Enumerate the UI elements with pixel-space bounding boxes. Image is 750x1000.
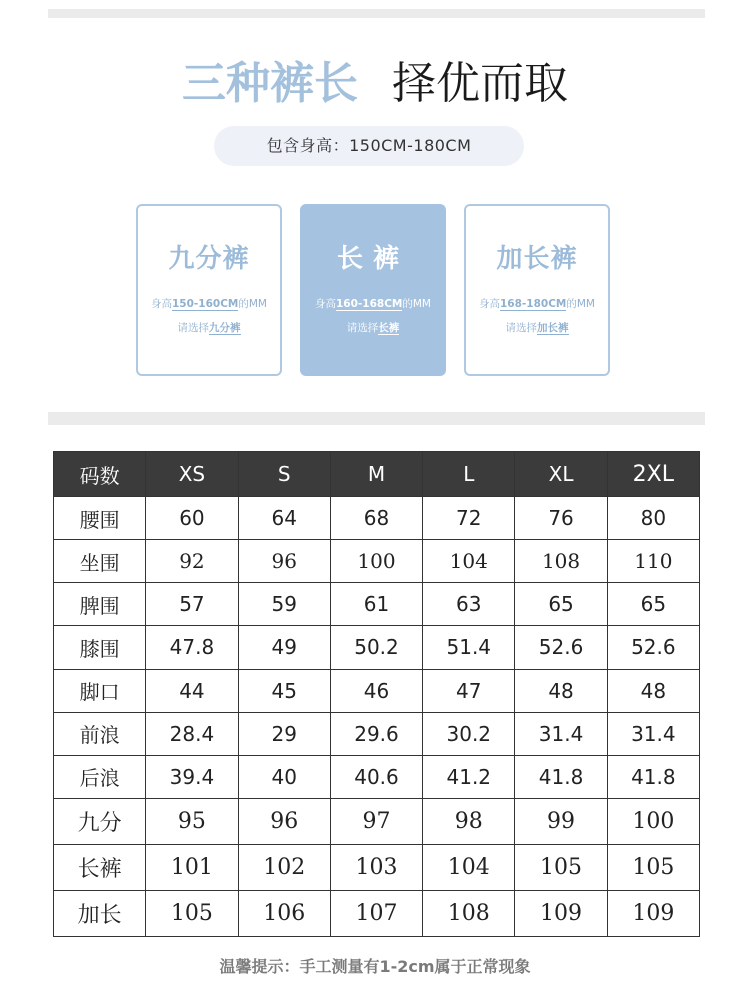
option-choose-hint	[466, 320, 608, 336]
size-value: 92	[146, 540, 238, 583]
size-value: 105	[607, 844, 699, 890]
range-prefix: 身高	[151, 298, 172, 310]
size-value: 41.2	[423, 755, 515, 798]
size-value: 47.8	[146, 626, 238, 669]
size-value: 99	[515, 798, 607, 844]
option-title: 九分裤	[168, 244, 250, 274]
page-title	[0, 56, 750, 112]
option-height-range	[302, 296, 444, 312]
table-row	[54, 540, 700, 583]
length-option-card[interactable]	[300, 204, 446, 376]
size-value: 47	[423, 669, 515, 712]
size-value: 97	[330, 798, 422, 844]
row-label: 加长	[54, 890, 146, 936]
size-value: 105	[146, 890, 238, 936]
size-table-header	[54, 452, 700, 497]
size-value: 29.6	[330, 712, 422, 755]
size-value: 108	[423, 890, 515, 936]
size-value: 98	[423, 798, 515, 844]
length-option-card[interactable]	[136, 204, 282, 376]
row-label: 前浪	[54, 712, 146, 755]
size-value: 65	[607, 583, 699, 626]
size-value: 102	[238, 844, 330, 890]
table-row	[54, 798, 700, 844]
size-value: 104	[423, 844, 515, 890]
size-value: 50.2	[330, 626, 422, 669]
size-value: 95	[146, 798, 238, 844]
size-value: 31.4	[607, 712, 699, 755]
row-label: 脾围	[54, 583, 146, 626]
title-highlight: 三种裤长	[182, 58, 358, 109]
option-title: 加长裤	[496, 244, 578, 274]
option-choose-hint	[302, 320, 444, 336]
size-value: 103	[330, 844, 422, 890]
size-value: 64	[238, 497, 330, 540]
size-value: 100	[330, 540, 422, 583]
header-cell-size: XS	[146, 452, 238, 497]
choose-value: 九分裤	[209, 322, 241, 334]
header-cell-size: L	[423, 452, 515, 497]
size-value: 59	[238, 583, 330, 626]
row-label: 长裤	[54, 844, 146, 890]
row-label: 腰围	[54, 497, 146, 540]
size-value: 44	[146, 669, 238, 712]
size-value: 60	[146, 497, 238, 540]
top-divider	[48, 9, 705, 18]
size-value: 109	[515, 890, 607, 936]
choose-prefix: 请选择	[505, 322, 537, 334]
size-value: 100	[607, 798, 699, 844]
header-cell-size: XL	[515, 452, 607, 497]
range-value: 160-168CM	[336, 298, 403, 310]
size-value: 48	[515, 669, 607, 712]
size-chart-table	[53, 451, 700, 937]
size-value: 52.6	[515, 626, 607, 669]
title-main: 择优而取	[392, 58, 568, 109]
size-value: 46	[330, 669, 422, 712]
range-prefix: 身高	[479, 298, 500, 310]
range-suffix: 的MM	[402, 298, 431, 310]
size-value: 106	[238, 890, 330, 936]
size-value: 96	[238, 798, 330, 844]
size-value: 31.4	[515, 712, 607, 755]
size-value: 108	[515, 540, 607, 583]
table-row	[54, 669, 700, 712]
size-value: 101	[146, 844, 238, 890]
table-row	[54, 890, 700, 936]
choose-value: 加长裤	[537, 322, 569, 334]
header-cell-label: 码数	[54, 452, 146, 497]
size-value: 57	[146, 583, 238, 626]
size-value: 61	[330, 583, 422, 626]
size-value: 30.2	[423, 712, 515, 755]
option-height-range	[466, 296, 608, 312]
size-value: 40	[238, 755, 330, 798]
size-value: 52.6	[607, 626, 699, 669]
range-suffix: 的MM	[238, 298, 267, 310]
range-prefix: 身高	[315, 298, 336, 310]
table-row	[54, 626, 700, 669]
header-cell-size: M	[330, 452, 422, 497]
size-value: 96	[238, 540, 330, 583]
size-value: 109	[607, 890, 699, 936]
size-value: 110	[607, 540, 699, 583]
choose-prefix: 请选择	[177, 322, 209, 334]
size-value: 40.6	[330, 755, 422, 798]
size-value: 49	[238, 626, 330, 669]
header-cell-size: S	[238, 452, 330, 497]
size-value: 63	[423, 583, 515, 626]
size-value: 41.8	[515, 755, 607, 798]
height-range-badge: 包含身高：150CM-180CM	[214, 126, 524, 166]
length-option-card[interactable]	[464, 204, 610, 376]
measurement-tip: 温馨提示：手工测量有1-2cm属于正常现象	[219, 957, 531, 976]
row-label: 脚口	[54, 669, 146, 712]
size-value: 68	[330, 497, 422, 540]
size-value: 48	[607, 669, 699, 712]
row-label: 膝围	[54, 626, 146, 669]
option-choose-hint	[138, 320, 280, 336]
range-suffix: 的MM	[566, 298, 595, 310]
row-label: 坐围	[54, 540, 146, 583]
table-row	[54, 844, 700, 890]
table-row	[54, 497, 700, 540]
size-value: 29	[238, 712, 330, 755]
choose-prefix: 请选择	[346, 322, 379, 334]
row-label: 九分	[54, 798, 146, 844]
size-value: 65	[515, 583, 607, 626]
choose-value: 长裤	[378, 322, 400, 334]
size-value: 72	[423, 497, 515, 540]
row-label: 后浪	[54, 755, 146, 798]
section-divider	[48, 412, 705, 425]
size-value: 104	[423, 540, 515, 583]
option-title: 长裤	[336, 244, 409, 274]
size-value: 45	[238, 669, 330, 712]
size-value: 39.4	[146, 755, 238, 798]
size-value: 28.4	[146, 712, 238, 755]
size-value: 105	[515, 844, 607, 890]
range-value: 168-180CM	[500, 298, 567, 310]
size-value: 41.8	[607, 755, 699, 798]
range-value: 150-160CM	[172, 298, 239, 310]
table-row	[54, 712, 700, 755]
size-value: 80	[607, 497, 699, 540]
size-value: 76	[515, 497, 607, 540]
header-cell-size: 2XL	[607, 452, 699, 497]
table-row	[54, 583, 700, 626]
size-value: 51.4	[423, 626, 515, 669]
size-value: 107	[330, 890, 422, 936]
table-row	[54, 755, 700, 798]
option-height-range	[138, 296, 280, 312]
